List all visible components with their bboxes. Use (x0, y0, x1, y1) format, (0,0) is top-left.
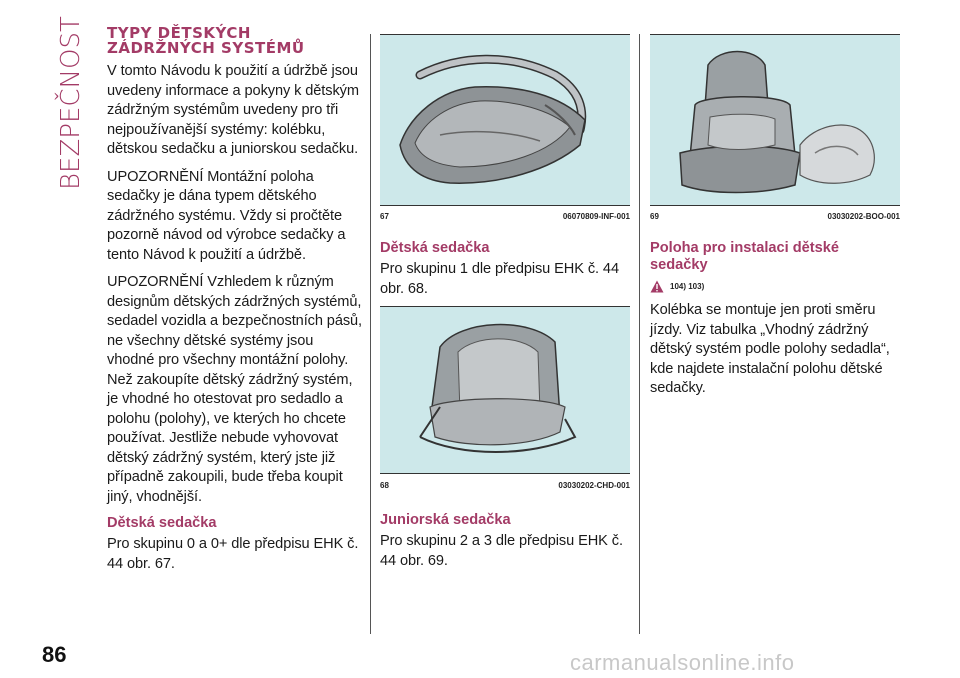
warning-references (650, 280, 900, 293)
figure-67-caption (380, 212, 630, 221)
figure-68-number: 68 (380, 481, 389, 490)
column-divider-1 (370, 34, 371, 634)
section-side-tab (56, 16, 86, 190)
watermark: carmanualsonline.info (570, 650, 795, 675)
figure-69-caption (650, 212, 900, 221)
column-1 (107, 26, 362, 582)
figure-68-caption (380, 481, 630, 490)
heading-booster-seat: Juniorská sedačka (380, 512, 511, 528)
child-seat-paragraph: Pro skupinu 1 dle předpisu EHK č. 44 obr. 68. (380, 261, 619, 297)
infant-carrier-paragraph: Pro skupinu 0 a 0+ dle předpisu EHK č. 44 obr. 67. (107, 536, 359, 572)
section-title-line-2: ZÁDRŽNÝCH SYSTÉMŮ (107, 39, 305, 57)
child-seat-illustration (380, 307, 630, 475)
page-number: 86 (42, 642, 67, 667)
note-mounting-position: UPOZORNĚNÍ Montážní poloha sedačky je dána typem dětského zádržného systému. Vždy si pročtěte pozorně návod od výrobce sedačky a tento Návod k použití a údržbě. (107, 168, 346, 263)
section-title-line-1: TYPY DĚTSKÝCH (107, 24, 251, 42)
warning-reference-numbers: 104) 103) (670, 282, 705, 291)
infant-carrier-illustration (380, 35, 630, 207)
warning-triangle-icon (650, 280, 664, 293)
figure-69-booster-seats (650, 34, 900, 206)
figure-67-infant-carrier (380, 34, 630, 206)
figure-68-child-seat (380, 306, 630, 474)
figure-67-number: 67 (380, 212, 389, 221)
figure-67-code: 06070809-INF-001 (562, 212, 630, 221)
booster-seat-paragraph: Pro skupinu 2 a 3 dle předpisu EHK č. 44 obr. 69. (380, 533, 623, 569)
booster-seat-block (380, 512, 630, 579)
child-seat-block (380, 240, 630, 307)
intro-paragraph: V tomto Návodu k použití a údržbě jsou uvedeny informace a pokyny k dětským zádržným systémům uvedeny pro tři nejpoužívanější systémy: kolébku, dětskou sedačku a juniorskou sedačku. (107, 63, 359, 157)
installation-position-paragraph: Kolébka se montuje jen proti směru jízdy. Viz tabulka „Vhodný zádržný dětský systém podle polohy sedadla“, kde najdete instalační polohu dětské sedačky. (650, 302, 890, 396)
heading-infant-carrier: Dětská sedačka (107, 515, 217, 531)
installation-position-block (650, 240, 900, 407)
note-compatibility: UPOZORNĚNÍ Vzhledem k různým designům dětských zádržných systémů, sedadel vozidla a bezpečnostních pásů, ne všechny dětské systémy jsou vhodné pro všechny montážní polohy. Než zakoupíte dětský zádržný systém, je vhodné ho otestovat pro sedadlo a polohu (polohy), ve kterých ho chcete používat. Jestliže nebude vyhovovat dětský zádržný systém, který jste již případně zakoupili, bude třeba koupit jiný, vhodnější. (107, 274, 363, 505)
booster-seats-illustration (650, 35, 900, 207)
figure-69-code: 03030202-BOO-001 (827, 212, 900, 221)
section-title (107, 26, 362, 56)
column-divider-2 (639, 34, 640, 634)
heading-installation-position: Poloha pro instalaci dětské sedačky (650, 240, 839, 273)
figure-69-number: 69 (650, 212, 659, 221)
heading-child-seat: Dětská sedačka (380, 240, 490, 256)
section-side-tab-label: BEZPEČNOST (56, 16, 86, 190)
figure-68-code: 03030202-CHD-001 (558, 481, 630, 490)
